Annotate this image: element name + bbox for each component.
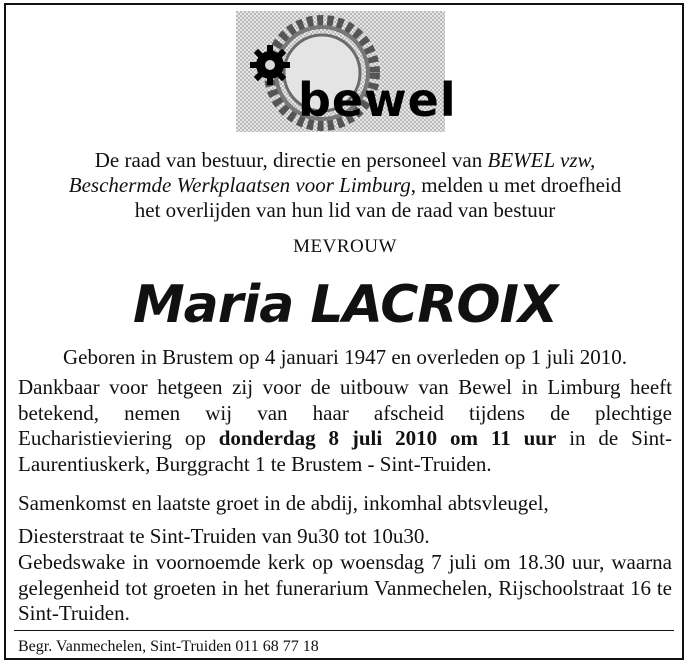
intro-line3: het overlijden van hun lid van de raad van bestuur [134, 198, 556, 222]
ceremony-datetime: donderdag 8 juli 2010 om 11 uur [218, 426, 557, 450]
deceased-name: Maria LACROIX [132, 275, 558, 335]
intro-line1: De raad van bestuur, directie en personeel van [94, 148, 488, 172]
vigil-paragraph: Gebedswake in voornoemde kerk op woensdag 7 juli om 18.30 uur, waarna gelegenheid tot groeten in het funerarium Vanmechelen, Rijschoolstraat 16 te Sint-Truiden. [18, 550, 672, 625]
org-fullname: Beschermde Werkplaatsen voor Limburg [68, 173, 411, 197]
funeral-director-footer: Begr. Vanmechelen, Sint-Truiden 011 68 77 18 [18, 638, 319, 655]
gathering-paragraph [18, 490, 672, 549]
gathering-line2: Diesterstraat te Sint-Truiden van 9u30 tot 10u30. [18, 524, 430, 548]
honorific: MEVROUW [293, 236, 397, 257]
intro-line2: , melden u met droefheid [410, 173, 622, 197]
birth-death-line: Geboren in Brustem op 4 januari 1947 en overleden op 1 juli 2010. [63, 345, 627, 369]
gathering-line1: Samenkomst en laatste groet in de abdij, inkomhal abtsvleugel, [18, 491, 549, 515]
intro-text [0, 148, 690, 223]
ceremony-paragraph: Dankbaar voor hetgeen zij voor de uitbouw van Bewel in Limburg heeft betekend, nemen wij van haar afscheid tijdens de plechtige Eucharistieviering op donderdag 8 juli 2010 om 11 uur in de Sint-Laurentiuskerk, Burggracht 1 te Brustem - Sint-Truiden. [18, 375, 672, 476]
logo-wordmark: bewel [298, 73, 457, 127]
footer-divider [14, 630, 674, 631]
bewel-logo [236, 11, 457, 132]
org-name: BEWEL vzw, [487, 148, 596, 172]
